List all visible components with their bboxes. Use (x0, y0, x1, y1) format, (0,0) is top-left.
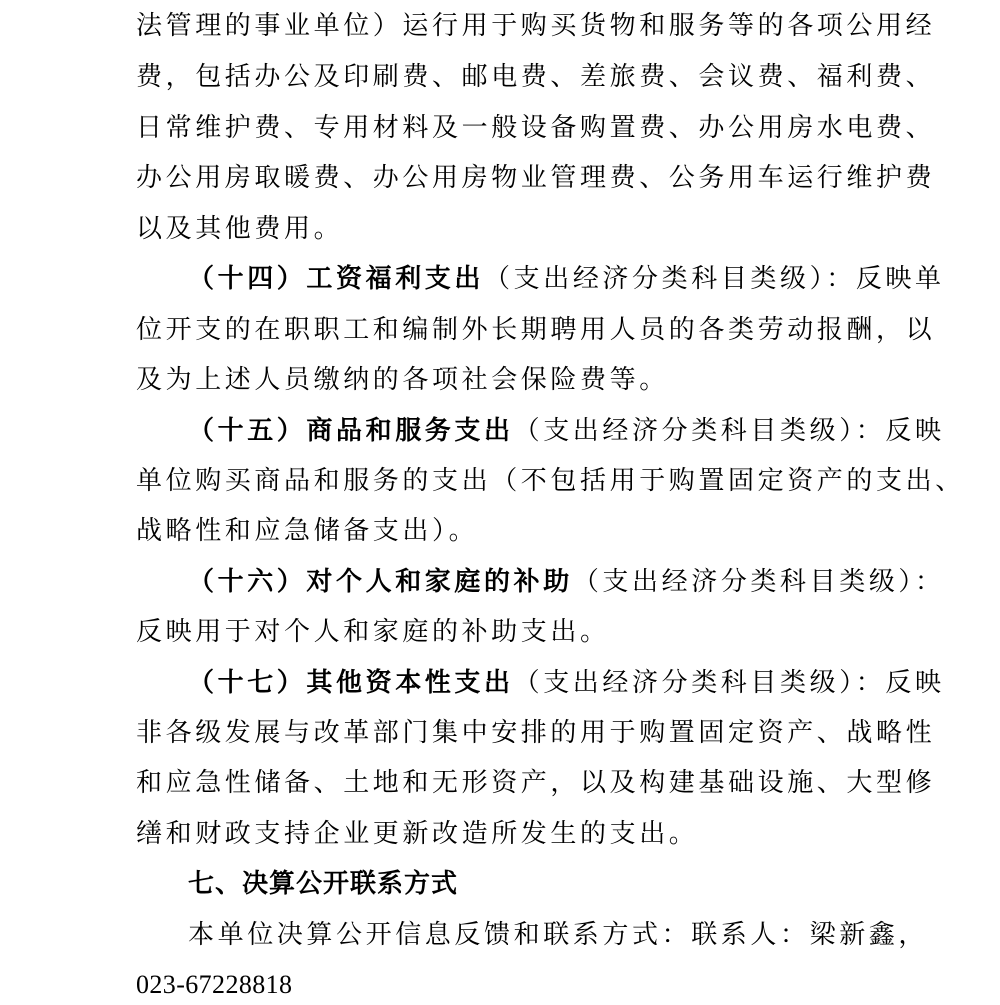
item-14-first-line (188, 261, 945, 297)
item-16-term: （十六）对个人和家庭的补助 (188, 567, 573, 597)
item-16-first-line (188, 564, 945, 600)
paragraph-line: 非各级发展与改革部门集中安排的用于购置固定资产、战略性 (136, 718, 936, 748)
paragraph-line: 法管理的事业单位）运行用于购买货物和服务等的各项公用经 (136, 11, 936, 41)
paragraph-line: 缮和财政支持企业更新改造所发生的支出。 (136, 819, 699, 849)
item-14-first-line-rest: （支出经济分类科目类级）：反映单 (484, 264, 945, 294)
item-15-term: （十五）商品和服务支出 (188, 416, 514, 446)
paragraph-line: 办公用房取暖费、办公用房物业管理费、公务用车运行维护费 (136, 163, 936, 193)
paragraph-line: 以及其他费用。 (136, 214, 344, 244)
paragraph-line: 位开支的在职职工和编制外长期聘用人员的各类劳动报酬，以 (136, 315, 936, 345)
paragraph-line: 反映用于对个人和家庭的补助支出。 (136, 617, 610, 647)
item-15-first-line-rest: （支出经济分类科目类级）：反映 (513, 416, 945, 446)
item-16-first-line-rest: （支出经济分类科目类级）： (572, 567, 945, 597)
paragraph-line: 单位购买商品和服务的支出（不包括用于购置固定资产的支出、 (136, 466, 965, 496)
item-17-first-line (188, 665, 945, 701)
paragraph-line: 战略性和应急储备支出）。 (136, 516, 479, 546)
paragraph-line: 及为上述人员缴纳的各项社会保险费等。 (136, 365, 669, 395)
paragraph-line: 日常维护费、专用材料及一般设备购置费、办公用房水电费、 (136, 113, 936, 143)
paragraph-line: 费，包括办公及印刷费、邮电费、差旅费、会议费、福利费、 (136, 62, 936, 92)
item-14-term: （十四）工资福利支出 (188, 264, 485, 294)
item-15-first-line (188, 413, 945, 449)
section-7-heading: 七、决算公开联系方式 (188, 869, 459, 899)
contact-phone: 023-67228818 (136, 970, 293, 999)
item-17-first-line-rest: （支出经济分类科目类级）：反映 (513, 668, 945, 698)
contact-text: 本单位决算公开信息反馈和联系方式：联系人：梁新鑫， (188, 920, 929, 950)
paragraph-line: 和应急性储备、土地和无形资产，以及构建基础设施、大型修 (136, 768, 936, 798)
item-17-term: （十七）其他资本性支出 (188, 668, 514, 698)
